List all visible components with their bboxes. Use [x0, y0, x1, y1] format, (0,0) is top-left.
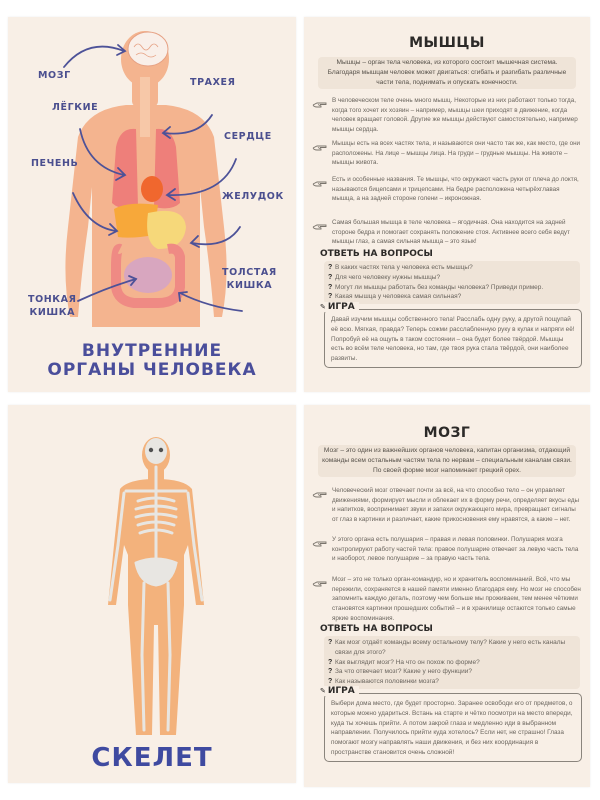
muscles-game-heading-text: ИГРА — [327, 302, 355, 312]
heart-icon — [141, 176, 163, 202]
brain-bullet — [312, 535, 582, 564]
question-text: Как называются половинки мозга? — [335, 678, 439, 686]
question-item — [328, 638, 576, 658]
label-small-intestine — [28, 293, 77, 319]
organs-title-line1: ВНУТРЕННИЕ — [81, 341, 223, 361]
question-text: Какая мышца у человека самая сильная? — [335, 293, 462, 301]
brain-bullet-text-2: У этого органа есть полушария – правая и левая половинки. Полушария мозга контролируют работу частей тела: правое полушарие отвечает за левую часть тела и наоборот, левое полушарие – за правую часть тела. — [332, 536, 579, 563]
label-trachea: ТРАХЕЯ — [190, 77, 236, 88]
question-item — [328, 292, 576, 302]
question-text: В каких частях тела у человека есть мышцы? — [335, 264, 473, 271]
muscles-intro: Мышцы – орган тела человека, из которого состоит мышечная система. Благодаря мышцам человек может двигаться: сгибать и разгибать различные части тела, поднимать и опускать конечности. — [318, 57, 576, 89]
brain-game-heading-text: ИГРА — [327, 686, 355, 696]
brain-bullet — [312, 486, 582, 525]
muscles-bullet — [312, 218, 582, 247]
question-mark-icon: ? — [328, 658, 333, 666]
brain-questions-box — [324, 636, 580, 689]
skeleton-title: СКЕЛЕТ — [91, 743, 213, 773]
pencil-icon: ✎ — [320, 687, 326, 695]
label-large-intestine-line1: ТОЛСТАЯ — [222, 267, 277, 278]
question-text: За что отвечает мозг? Какие у него функции? — [335, 668, 473, 676]
muscles-bullet — [312, 96, 582, 135]
pencil-icon: ✎ — [320, 303, 326, 311]
question-mark-icon: ? — [328, 264, 333, 271]
question-mark-icon: ? — [328, 678, 333, 686]
brain-questions-heading: ОТВЕТЬ НА ВОПРОСЫ — [320, 624, 433, 634]
skeleton-illustration — [8, 405, 296, 783]
muscles-game-box — [324, 309, 582, 368]
small-intestine-icon — [124, 257, 172, 293]
page-skeleton — [8, 405, 296, 783]
pointing-hand-icon — [312, 218, 332, 247]
brain-bullet-text-3: Мозг – это не только орган-командир, но и хранитель воспоминаний. Всё, что мы пережили, сохраняется в нашей памяти именно благодаря ему. Но мозг не способен запомнить каждую деталь, поэтому чем больше мы проживаем, тем менее чёткими становятся картинки прошедших событий – и в хранилище остаются только самые яркие воспоминания. — [332, 576, 581, 622]
label-small-intestine-line2: КИШКА — [29, 307, 76, 318]
question-item — [328, 667, 576, 677]
question-item — [328, 273, 576, 283]
brain-icon — [128, 32, 168, 66]
muscles-bullet-text-4: Самая большая мышца в теле человека – ягодичная. Она находится на задней стороне бедра и помогает сохранять положение стоя. Активнее всего себя ведут мышцы глаз, а самая сильная мышца – это язык! — [332, 219, 570, 246]
brain-game-heading — [318, 686, 359, 696]
question-text: Могут ли мышцы работать без команды человека? Приведи пример. — [335, 283, 544, 291]
label-liver: ПЕЧЕНЬ — [31, 158, 79, 169]
label-stomach: ЖЕЛУДОК — [222, 191, 284, 202]
brain-game-box — [324, 693, 582, 762]
question-item — [328, 263, 576, 273]
page-muscles — [304, 17, 590, 392]
muscles-game-text: Давай изучим мышцы собственного тела! Расслабь одну руку, а другой пощупай её всю. Мягкая, правда? Теперь сожми расслабленную руку в кулак и напряги её! Попробуй её на ощупь в таком состоянии – она будет более твёрдой. Мышцы есть во всём теле человека, но там, где твоя рука стала твёрдой, они наиболее развиты. — [331, 316, 575, 363]
question-text: Как мозг отдаёт команды всему остальному телу? Какие у него есть каналы связи для этого? — [335, 639, 566, 656]
question-mark-icon: ? — [328, 639, 333, 646]
question-mark-icon: ? — [328, 668, 333, 676]
muscles-bullet — [312, 175, 582, 204]
label-lungs: ЛЁГКИЕ — [52, 102, 99, 113]
pointing-hand-icon — [312, 96, 332, 135]
pointing-hand-icon — [312, 575, 332, 624]
skeleton-bones-icon — [110, 438, 202, 730]
muscles-bullet-text-1: В человеческом теле очень много мышц. Некоторые из них работают только тогда, когда того хочет их хозяин – например, мышцы шеи приходят в движение, когда человек вращает головой. Другие же мышцы действуют самостоятельно, например мышцы сердца. — [332, 97, 578, 134]
brain-title: МОЗГ — [423, 425, 471, 441]
muscles-bullet-text-3: Есть и особенные названия. Те мышцы, что окружают часть руки от плеча до локтя, называются бицепсами и трицепсами. На бедре расположена четырёхглавая мышца, а на задней стороне голени – икроножная. — [332, 176, 579, 203]
pointing-hand-icon — [312, 139, 332, 168]
organs-title — [8, 342, 296, 380]
question-text: Для чего человеку нужны мышцы? — [335, 273, 441, 281]
page-internal-organs — [8, 17, 296, 392]
label-small-intestine-line1: ТОНКАЯ — [28, 294, 77, 305]
question-item — [328, 677, 576, 687]
label-large-intestine — [222, 266, 277, 292]
page-brain — [304, 405, 590, 787]
question-text: Как выглядит мозг? На что он похож по форме? — [335, 658, 480, 666]
pointing-hand-icon — [312, 486, 332, 525]
organs-title-line2: ОРГАНЫ ЧЕЛОВЕКА — [47, 360, 257, 380]
brain-bullet-text-1: Человеческий мозг отвечает почти за всё, на что способно тело – он управляет движениями, формирует мысли и облекает их в форму речи, определяет вкусы еды и напитков, воспринимает звуки и запахи окружающего мира, превращает сигналы от глаз в картинки и различает, какие прикосновения ему нравятся, а какие – нет. — [332, 487, 580, 524]
muscles-bullet — [312, 139, 582, 168]
label-brain: МОЗГ — [38, 70, 71, 81]
brain-bullet — [312, 575, 582, 624]
brain-intro: Мозг – это один из важнейших органов человека, капитан организма, отдающий команды всем остальным частям тела по нервам – специальным каналам связи. По своей форме мозг напоминает грецкий орех. — [318, 445, 576, 477]
label-heart: СЕРДЦЕ — [224, 131, 272, 142]
label-large-intestine-line2: КИШКА — [226, 280, 273, 291]
muscles-game-heading — [318, 302, 359, 312]
muscles-title: МЫШЦЫ — [409, 35, 485, 51]
question-item — [328, 658, 576, 668]
pointing-hand-icon — [312, 175, 332, 204]
muscles-bullet-text-2: Мышцы есть на всех частях тела, и называются они часто так же, как место, где они расположены. На лице – мышцы лица. На груди – грудные мышцы. На животе – мышцы живота. — [332, 140, 581, 167]
question-item — [328, 283, 576, 293]
muscles-questions-heading: ОТВЕТЬ НА ВОПРОСЫ — [320, 249, 433, 259]
question-mark-icon: ? — [328, 273, 333, 281]
muscles-questions-box — [324, 261, 580, 304]
brain-game-text: Выбери дома место, где будет просторно. Заранее освободи его от предметов, о которые можно удариться. Встань на старте и чётко посмотри на место впереди, куда ты хочешь прийти. А потом закрой глаза и медленно иди в выбранном направлении. Получилось прийти куда хотелось? Если нет, не страшно! Глаза помогают мозгу направлять наши движения, и без них координация в пространстве становится очень сложной! — [331, 700, 573, 756]
question-mark-icon: ? — [328, 293, 333, 301]
pointing-hand-icon — [312, 535, 332, 564]
question-mark-icon: ? — [328, 283, 333, 291]
